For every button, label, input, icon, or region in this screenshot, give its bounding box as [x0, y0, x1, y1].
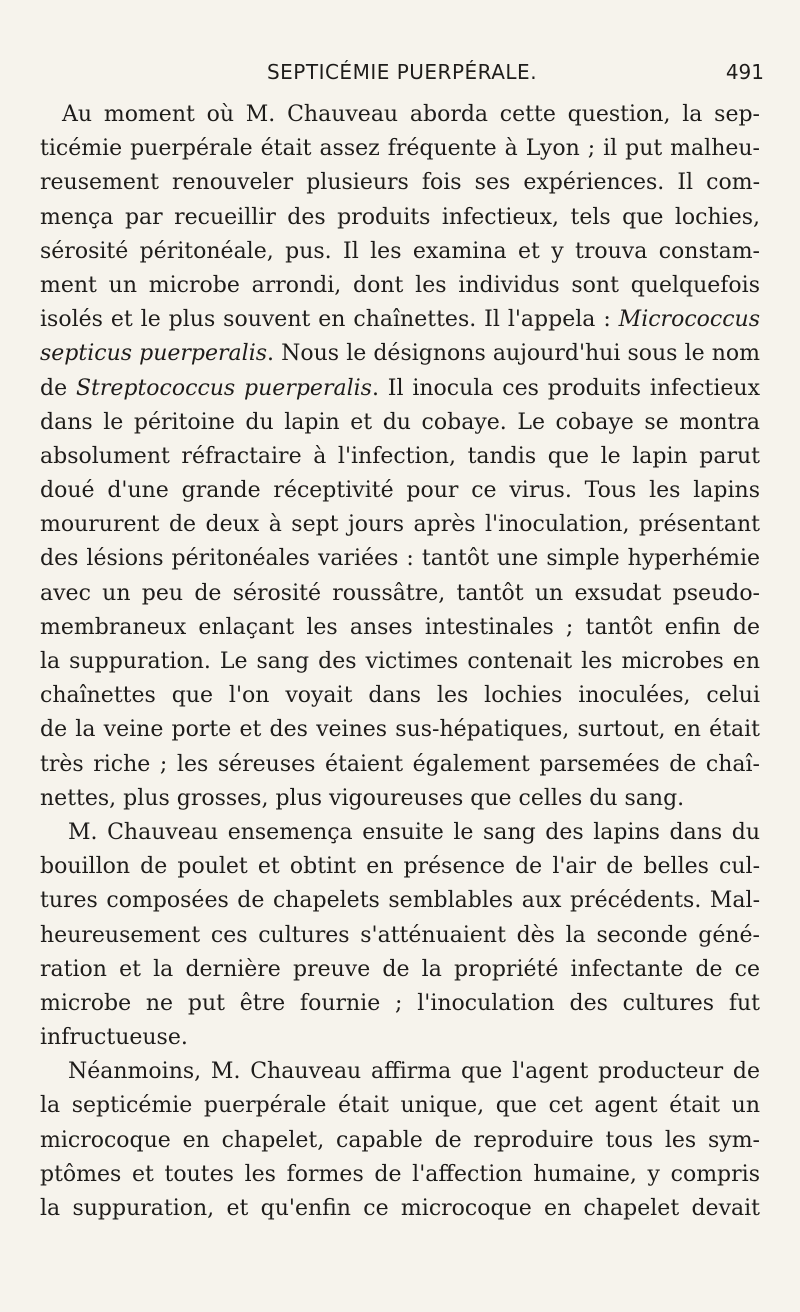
text-line: doué d'une grande réceptivité pour ce virus. Tous les lapins [40, 478, 760, 504]
text-line: tures composées de chapelets semblables aux précédents. Mal- [40, 888, 760, 914]
page-number: 491 [725, 60, 764, 84]
text-line: heureusement ces cultures s'atténuaient dès la seconde géné- [40, 922, 760, 948]
text-line: sérosité péritonéale, pus. Il les examina et y trouva constam- [40, 238, 760, 264]
text-fragment: . Nous le désignons aujourd'hui sous le nom [267, 341, 760, 367]
text-line: avec un peu de sérosité roussâtre, tantôt un exsudat pseudo- [40, 580, 760, 606]
text-line: chaînettes que l'on voyait dans les lochies inoculées, celui [40, 683, 760, 709]
text-line: ration et la dernière preuve de la propriété infectante de ce [40, 956, 760, 982]
running-header [40, 60, 764, 90]
text-line: bouillon de poulet et obtint en présence de l'air de belles cul- [40, 854, 760, 880]
text-fragment: . Il inocula ces produits infectieux [371, 375, 760, 401]
text-line: microcoque en chapelet, capable de reproduire tous les sym- [40, 1127, 760, 1153]
text-line: dans le péritoine du lapin et du cobaye. Le cobaye se montra [40, 409, 760, 435]
italic-term: Streptococcus puerperalis [75, 375, 372, 401]
text-line: ment un microbe arrondi, dont les individus sont quelquefois [40, 272, 760, 298]
running-title: SEPTICÉMIE PUERPÉRALE. [266, 60, 538, 84]
text-line: de la veine porte et des veines sus-hépatiques, surtout, en était [40, 717, 760, 743]
text-fragment: isolés et le plus souvent en chaînettes. Il l'appela : [40, 307, 619, 333]
text-line [40, 303, 760, 337]
text-line: nettes, plus grosses, plus vigoureuses que celles du sang. [40, 785, 685, 811]
text-line [40, 337, 760, 371]
italic-term: Micrococcus [618, 307, 760, 333]
text-line: mença par recueillir des produits infectieux, tels que lochies, [40, 204, 760, 230]
text-line: des lésions péritonéales variées : tantôt une simple hyperhémie [40, 546, 760, 572]
text-line [40, 372, 760, 406]
text-line: ticémie puerpérale était assez fréquente à Lyon ; il put malheu- [40, 136, 760, 162]
body-text [40, 98, 760, 1226]
text-line: absolument réfractaire à l'infection, tandis que le lapin parut [40, 443, 760, 469]
text-line: infructueuse. [40, 1025, 188, 1051]
text-line: reusement renouveler plusieurs fois ses expériences. Il com- [40, 170, 760, 196]
text-line: membraneux enlaçant les anses intestinales ; tantôt enfin de [40, 614, 760, 640]
text-line: la suppuration. Le sang des victimes contenait les microbes en [40, 649, 760, 674]
text-line: très riche ; les séreuses étaient également parsemées de chaî- [40, 751, 760, 777]
text-line: ptômes et toutes les formes de l'affection humaine, y compris [40, 1161, 760, 1187]
text-line: moururent de deux à sept jours après l'inoculation, présentant [40, 512, 760, 538]
text-line: Néanmoins, M. Chauveau affirma que l'agent producteur de [68, 1059, 760, 1085]
text-line: la suppuration, et qu'enfin ce microcoque en chapelet devait [40, 1196, 760, 1221]
text-line: M. Chauveau ensemença ensuite le sang des lapins dans du [68, 819, 760, 845]
text-fragment: de [40, 375, 76, 401]
text-line: Au moment où M. Chauveau aborda cette question, la sep- [62, 102, 760, 127]
text-line: la septicémie puerpérale était unique, que cet agent était un [40, 1093, 760, 1119]
text-line: microbe ne put être fournie ; l'inoculation des cultures fut [40, 990, 760, 1016]
italic-term: septicus puerperalis [40, 341, 268, 367]
